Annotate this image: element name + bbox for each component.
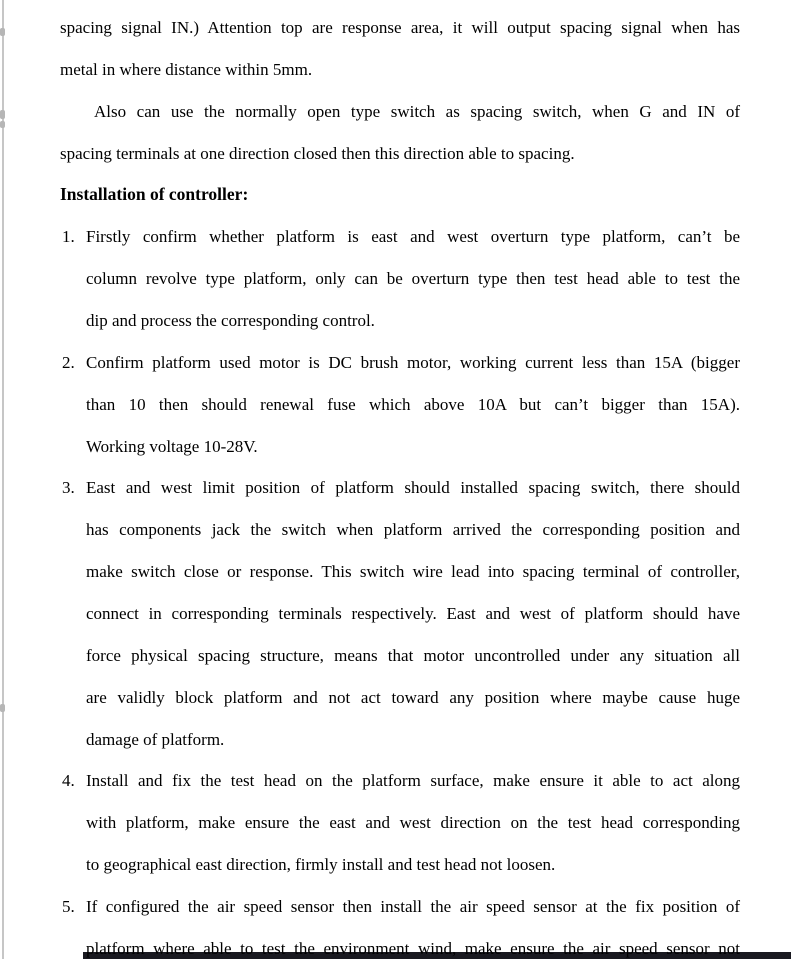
list-number: 3.: [62, 478, 75, 498]
list-item-line: to geographical east direction, firmly install and test head not loosen.: [86, 855, 556, 875]
paragraph-line: metal in where distance within 5mm.: [60, 59, 313, 79]
scan-artifact: [0, 121, 5, 128]
list-item-line: has components jack the switch when platform arrived the corresponding position and: [86, 520, 740, 540]
list-item-line: connect in corresponding terminals respectively. East and west of platform should have: [86, 604, 740, 624]
document-body: [60, 7, 740, 959]
list-item-line: force physical spacing structure, means that motor uncontrolled under any situation all: [86, 645, 740, 665]
list-item-line: Working voltage 10-28V.: [86, 436, 258, 456]
list-number: 1.: [62, 227, 75, 247]
section-heading: Installation of controller:: [60, 184, 249, 205]
paragraph-line: spacing terminals at one direction closed then this direction able to spacing.: [60, 143, 575, 163]
list-item-line: column revolve type platform, only can be overturn type then test head able to test the: [86, 269, 740, 289]
list-item-line: platform where able to test the environment wind, make ensure the air speed sensor not: [86, 938, 740, 958]
scan-artifact: [0, 28, 5, 36]
list-item-line: 1. Firstly confirm whether platform is east and west overturn type platform, can’t be: [60, 216, 740, 258]
list-number: 4.: [62, 771, 75, 791]
paragraph-line: Also can use the normally open type switch as spacing switch, when G and IN of: [94, 101, 740, 121]
list-item-line: 2. Confirm platform used motor is DC brush motor, working current less than 15A (bigger: [60, 342, 740, 384]
list-item-line: 3. East and west limit position of platform should installed spacing switch, there should: [60, 467, 740, 509]
list-item-line: damage of platform.: [86, 729, 225, 749]
page-left-border: [2, 0, 4, 959]
list-number: 2.: [62, 352, 75, 372]
paragraph-line: spacing signal IN.) Attention top are response area, it will output spacing signal when has: [60, 18, 740, 37]
scan-artifact: [0, 704, 5, 712]
list-item-line: than 10 then should renewal fuse which above 10A but can’t bigger than 15A).: [86, 394, 740, 414]
list-item-line: 4. Install and fix the test head on the platform surface, make ensure it able to act along: [60, 760, 740, 802]
scan-artifact: [0, 110, 5, 119]
list-item-line: 5. If configured the air speed sensor then install the air speed sensor at the fix position of: [60, 886, 740, 928]
list-item-line: are validly block platform and not act toward any position where maybe cause huge: [86, 687, 740, 707]
list-item-line: make switch close or response. This switch wire lead into spacing terminal of controller,: [86, 562, 740, 582]
list-item-line: with platform, make ensure the east and west direction on the test head corresponding: [86, 813, 740, 833]
list-item-line: dip and process the corresponding control.: [86, 311, 375, 331]
list-number: 5.: [62, 897, 75, 917]
